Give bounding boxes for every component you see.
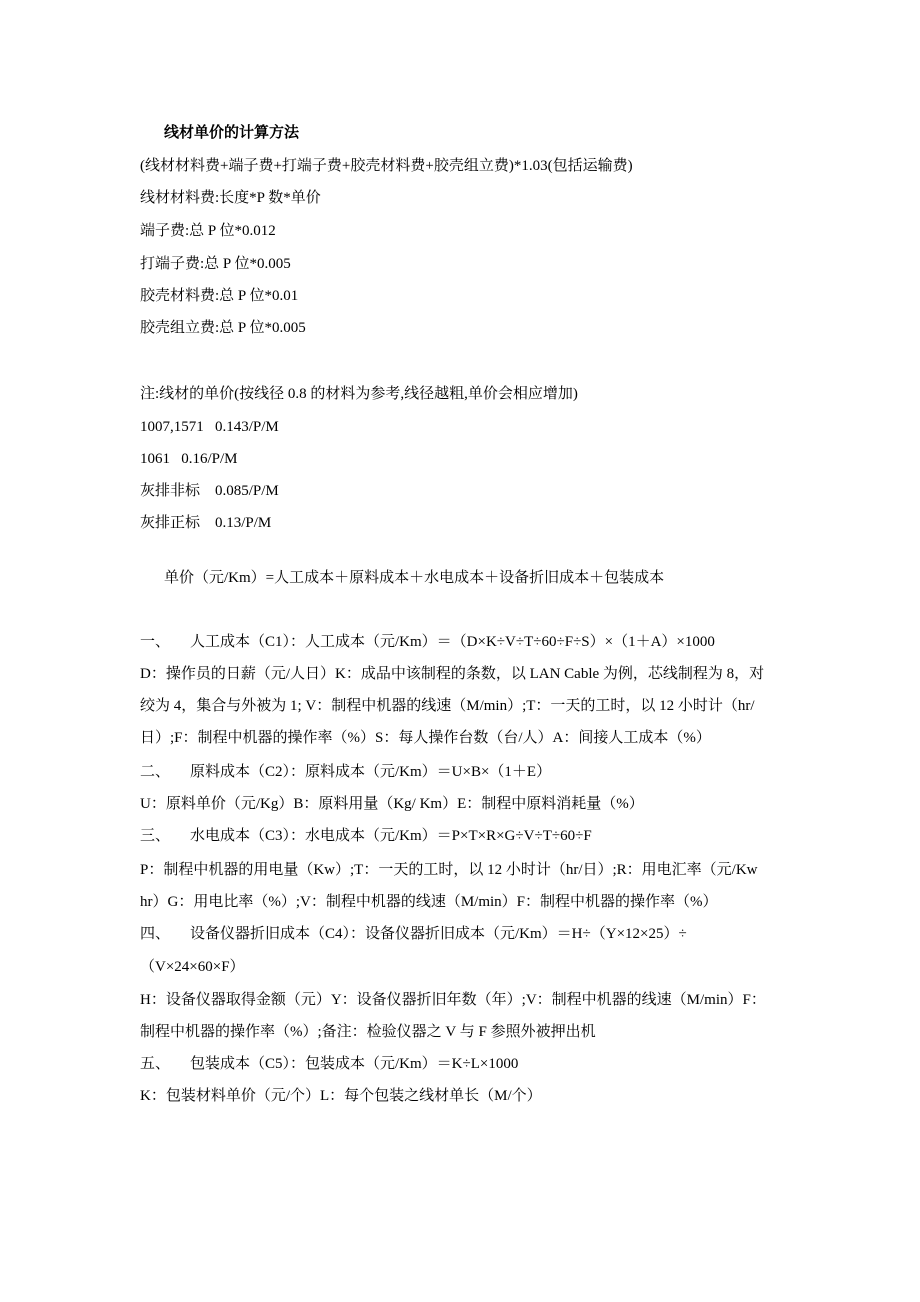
section-heading <box>140 632 715 652</box>
item: 胶壳材料费:总 P 位*0.01 <box>140 288 299 304</box>
item: 线材材料费:长度*P 数*单价 <box>140 190 321 206</box>
section-heading <box>140 762 551 782</box>
section-text: 制程中机器的操作率（%）;备注：检验仪器之 V 与 F 参照外被押出机 <box>140 1024 596 1040</box>
section-formula: 原料成本（C2）：原料成本（元/Km）＝U×B×（1＋E） <box>190 764 552 780</box>
section-number: 五、 <box>140 1056 171 1072</box>
item: 打端子费:总 P 位*0.005 <box>140 256 291 272</box>
item: 端子费:总 P 位*0.012 <box>140 223 276 239</box>
price-line: 1061 0.16/P/M <box>140 451 238 467</box>
section-text: 绞为 4，集合与外被为 1; V：制程中机器的线速（M/min）;T：一天的工时，以 12 小时计（hr/ <box>140 698 755 714</box>
section-formula-continued: （V×24×60×F） <box>140 959 245 975</box>
section-number: 四、 <box>140 926 171 942</box>
document-title: 线材单价的计算方法 <box>164 125 300 141</box>
section-text: D：操作员的日薪（元/人日）K：成品中该制程的条数，以 LAN Cable 为例，芯线制程为 8，对 <box>140 666 765 682</box>
section-text: 日）;F：制程中机器的操作率（%）S：每人操作台数（台/人）A：间接人工成本（%） <box>140 730 711 746</box>
price-line: 灰排正标 0.13/P/M <box>140 515 272 531</box>
section-number: 三、 <box>140 828 171 844</box>
price-line: 灰排非标 0.085/P/M <box>140 483 279 499</box>
section-text: P：制程中机器的用电量（Kw）;T：一天的工时，以 12 小时计（hr/日）;R：用电汇率（元/Kw <box>140 862 758 878</box>
section-number: 二、 <box>140 764 171 780</box>
section-text: U：原料单价（元/Kg）B：原料用量（Kg/ Km）E：制程中原料消耗量（%） <box>140 796 644 812</box>
section-heading <box>140 1054 518 1074</box>
section-formula: 水电成本（C3）：水电成本（元/Km）＝P×T×R×G÷V÷T÷60÷F <box>190 828 592 844</box>
item: 胶壳组立费:总 P 位*0.005 <box>140 320 306 336</box>
section-formula: 包装成本（C5）：包装成本（元/Km）＝K÷L×1000 <box>190 1056 519 1072</box>
section-heading <box>140 826 592 846</box>
section-formula: 设备仪器折旧成本（C4）：设备仪器折旧成本（元/Km）＝H÷（Y×12×25）÷ <box>190 926 687 942</box>
section-text: H：设备仪器取得金额（元）Y：设备仪器折旧年数（年）;V：制程中机器的线速（M/min）F： <box>140 992 766 1008</box>
section-heading <box>140 924 687 944</box>
note: 注:线材的单价(按线径 0.8 的材料为参考,线径越粗,单价会相应增加) <box>140 386 578 402</box>
section-text: K：包装材料单价（元/个）L：每个包装之线材单长（M/个） <box>140 1088 542 1104</box>
section-formula: 人工成本（C1）：人工成本（元/Km）＝（D×K÷V÷T÷60÷F÷S）×（1＋A）×1000 <box>190 634 715 650</box>
unit-price-formula: 单价（元/Km）=人工成本＋原料成本＋水电成本＋设备折旧成本＋包装成本 <box>164 570 665 586</box>
section-number: 一、 <box>140 634 171 650</box>
formula: (线材材料费+端子费+打端子费+胶壳材料费+胶壳组立费)*1.03(包括运输费) <box>140 158 633 174</box>
section-text: hr）G：用电比率（%）;V：制程中机器的线速（M/min）F：制程中机器的操作率（%） <box>140 894 718 910</box>
price-line: 1007,1571 0.143/P/M <box>140 419 279 435</box>
